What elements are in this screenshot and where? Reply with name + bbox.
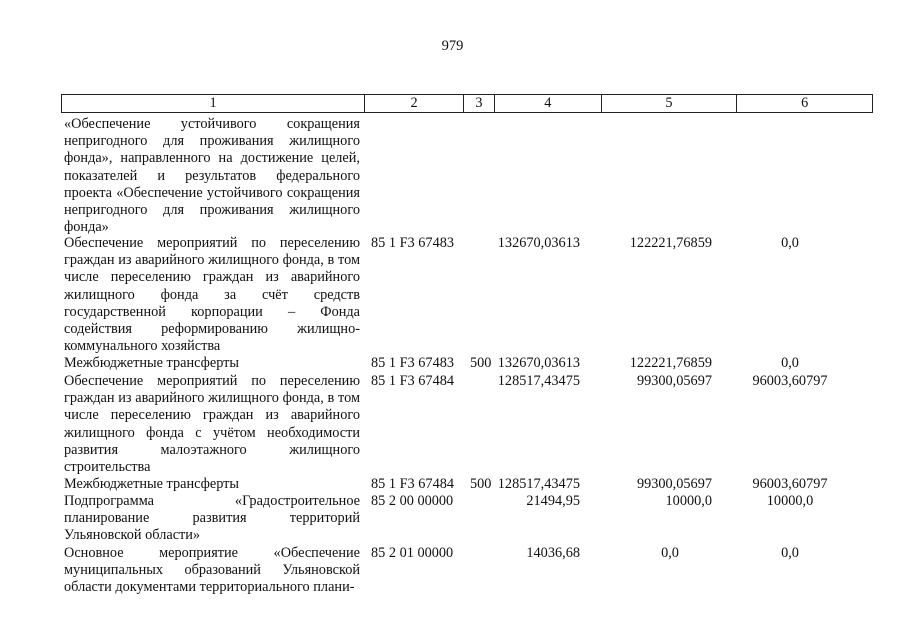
row-name: Обеспечение мероприятий по переселению граждан из аварийного жилищного фонда, в том числе переселению граждан из аварийного жилищного фонда за счёт средств государственной корпорации – Фонда содействия реформированию жилищно-коммунального хозяйства [64,235,360,355]
row-value-4: 128517,43475 [497,373,580,389]
header-cell-1: 1 [62,95,365,112]
row-type: 500 [470,355,492,371]
row-value-6: 96003,60797 [752,373,828,389]
row-value-4: 132670,03613 [497,355,580,371]
row-code: 85 1 F3 67483 [371,235,455,251]
row-code: 85 2 01 00000 [371,545,454,561]
header-cell-5: 5 [602,95,738,112]
header-cell-6: 6 [801,95,809,111]
row-value-6: 0,0 [781,355,799,371]
row-name: Межбюджетные трансферты [64,476,240,492]
row-value-5: 99300,05697 [636,373,712,389]
header-cell-4: 4 [495,95,602,112]
row-name: «Обеспечение устойчивого сокращения непригодного для проживания жилищного фонда», направленного на достижение целей, показателей и результатов федерального проекта «Обеспечение устойчивого сокращения непригодного для проживания жилищного фонда» [64,116,360,236]
row-value-5: 122221,76859 [629,235,712,251]
row-code: 85 1 F3 67484 [371,476,455,492]
header-cell-3: 3 [464,95,495,112]
row-value-4: 132670,03613 [497,235,580,251]
row-value-6: 10000,0 [766,493,814,509]
row-value-5: 122221,76859 [629,355,712,371]
header-cell-2: 2 [365,95,464,112]
row-code: 85 1 F3 67483 [371,355,455,371]
row-value-4: 14036,68 [526,545,580,561]
row-name: Подпрограмма «Градостроительное планирование развития территорий Ульяновской области» [64,493,360,544]
row-code: 85 2 00 00000 [371,493,454,509]
row-value-4: 21494,95 [526,493,580,509]
row-value-5: 0,0 [661,545,679,561]
page-number: 979 [441,38,464,54]
row-value-6: 0,0 [781,235,799,251]
row-value-5: 10000,0 [665,493,712,509]
row-value-5: 99300,05697 [636,476,712,492]
row-value-4: 128517,43475 [497,476,580,492]
row-name: Обеспечение мероприятий по переселению граждан из аварийного жилищного фонда, в том числе переселению граждан из аварийного жилищного фонда с учётом необходимости развития малоэтажного жилищного строительства [64,373,360,476]
row-name: Основное мероприятие «Обеспечение муниципальных образований Ульяновской области документами территориального плани- [64,545,360,596]
table-header [61,94,873,113]
row-type: 500 [470,476,492,492]
row-name: Межбюджетные трансферты [64,355,240,371]
row-value-6: 96003,60797 [752,476,828,492]
row-value-6: 0,0 [781,545,799,561]
row-code: 85 1 F3 67484 [371,373,455,389]
